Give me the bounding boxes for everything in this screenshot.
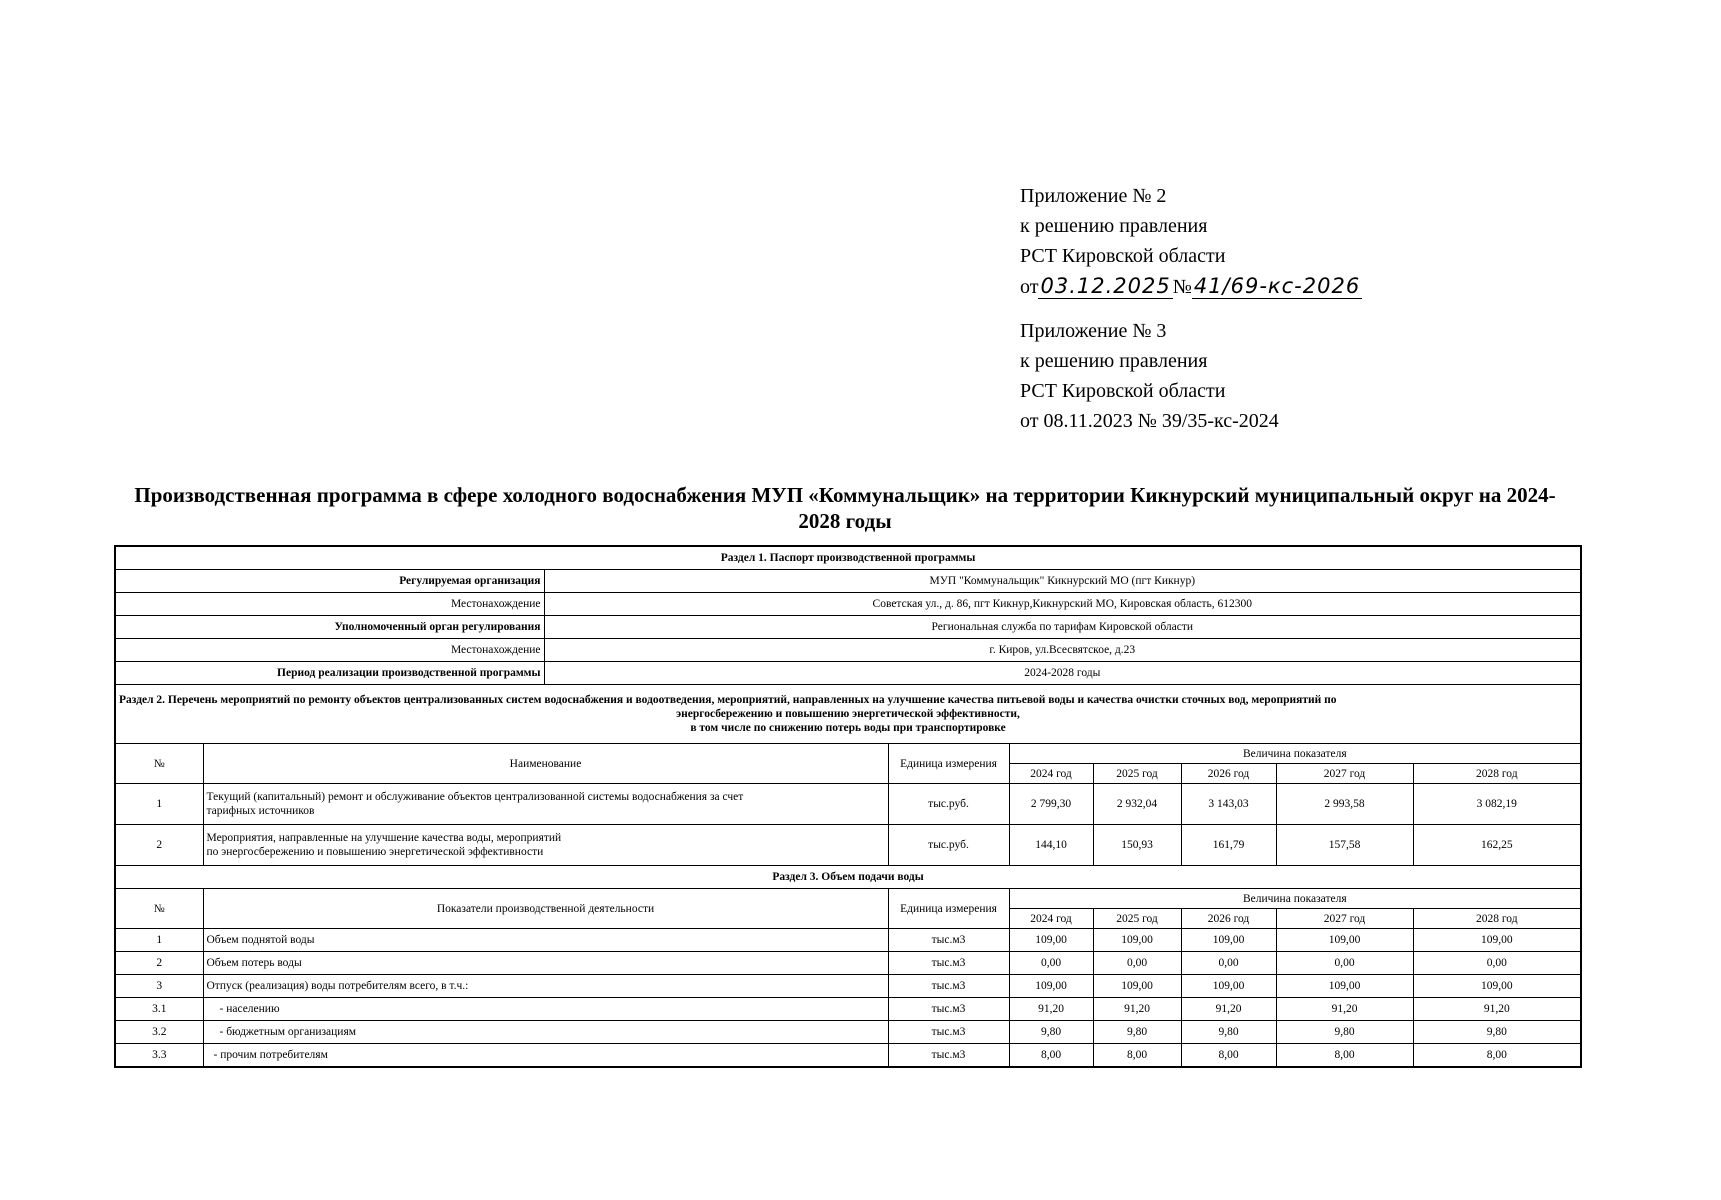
row-value: 9,80: [1276, 1021, 1413, 1044]
passport-value: Региональная служба по тарифам Кировской области: [544, 616, 1581, 639]
from-prefix: от: [1020, 276, 1039, 298]
row-num: 3: [115, 975, 203, 998]
production-program-table: [114, 545, 1582, 1068]
row-value: 91,20: [1181, 998, 1276, 1021]
row-value: 91,20: [1413, 998, 1581, 1021]
col-header-unit: Единица измерения: [888, 889, 1009, 929]
row-unit: тыс.м3: [888, 952, 1009, 975]
col-header-num: №: [115, 889, 203, 929]
row-value: 0,00: [1413, 952, 1581, 975]
row-value: 9,80: [1413, 1021, 1581, 1044]
annex-2-line3: РСТ Кировской области: [1020, 245, 1226, 267]
table-row: [115, 825, 1581, 866]
row-value: 3 143,03: [1181, 784, 1276, 825]
row-name-line2: по энергосбережению и повышению энергетической эффективности: [206, 846, 544, 858]
handwritten-date: 03.12.2025: [1040, 274, 1171, 298]
row-value: 91,20: [1009, 998, 1093, 1021]
passport-row: [115, 593, 1581, 616]
row-value: 109,00: [1093, 929, 1181, 952]
row-value: 109,00: [1181, 929, 1276, 952]
annex-3-line4: от 08.11.2023 № 39/35-кс-2024: [1020, 410, 1279, 432]
col-header-name: Наименование: [203, 744, 888, 784]
col-header-unit: Единица измерения: [888, 744, 1009, 784]
row-num: 2: [115, 952, 203, 975]
row-value: 109,00: [1276, 929, 1413, 952]
row-unit: тыс.м3: [888, 1021, 1009, 1044]
row-value: 2 932,04: [1093, 784, 1181, 825]
table-row: [115, 1021, 1581, 1044]
col-header-year: 2025 год: [1093, 909, 1181, 929]
row-name: [203, 784, 888, 825]
row-unit: тыс.м3: [888, 929, 1009, 952]
col-header-year: 2026 год: [1181, 909, 1276, 929]
row-value: 0,00: [1093, 952, 1181, 975]
row-num: 3.1: [115, 998, 203, 1021]
passport-label: Местонахождение: [115, 639, 544, 662]
document-title-line2: 2028 годы: [798, 509, 892, 533]
row-value: 109,00: [1276, 975, 1413, 998]
annex-3-title: Приложение № 3: [1020, 320, 1167, 342]
annex-3-line3: РСТ Кировской области: [1020, 380, 1226, 402]
row-name: Отпуск (реализация) воды потребителям всего, в т.ч.:: [203, 975, 888, 998]
row-value: 2 799,30: [1009, 784, 1093, 825]
row-value: 91,20: [1093, 998, 1181, 1021]
document-title: [100, 482, 1590, 534]
passport-row: [115, 570, 1581, 593]
section2-heading-line2: энергосбережению и повышению энергетической эффективности,: [676, 708, 1020, 720]
row-name: Объем поднятой воды: [203, 929, 888, 952]
row-value: 8,00: [1093, 1044, 1181, 1068]
row-name-line2: тарифных источников: [206, 805, 315, 817]
col-header-year: 2028 год: [1413, 909, 1581, 929]
document-title-line1: Производственная программа в сфере холодного водоснабжения МУП «Коммунальщик» на территории Кикнурский муниципальный округ на 2024-: [134, 483, 1556, 507]
section3-heading: Раздел 3. Объем подачи воды: [115, 866, 1581, 889]
row-unit: тыс.руб.: [888, 784, 1009, 825]
row-value: 109,00: [1181, 975, 1276, 998]
col-header-value: Величина показателя: [1009, 744, 1581, 764]
annex-3-block: [1020, 316, 1279, 436]
table-row: [115, 929, 1581, 952]
table-row: [115, 975, 1581, 998]
passport-label: Период реализации производственной программы: [115, 662, 544, 685]
annex-3-line2: к решению правления: [1020, 350, 1208, 372]
col-header-num: №: [115, 744, 203, 784]
table-row: [115, 1044, 1581, 1068]
passport-value: Советская ул., д. 86, пгт Кикнур,Кикнурский МО, Кировская область, 612300: [544, 593, 1581, 616]
annex-2-line2: к решению правления: [1020, 215, 1208, 237]
row-value: 3 082,19: [1413, 784, 1581, 825]
row-value: 109,00: [1093, 975, 1181, 998]
table-row: [115, 952, 1581, 975]
row-num: 2: [115, 825, 203, 866]
row-unit: тыс.руб.: [888, 825, 1009, 866]
row-name: - бюджетным организациям: [203, 1021, 888, 1044]
row-unit: тыс.м3: [888, 975, 1009, 998]
row-name: Объем потерь воды: [203, 952, 888, 975]
row-name-line1: Мероприятия, направленные на улучшение качества воды, мероприятий: [206, 832, 562, 844]
row-name-line1: Текущий (капитальный) ремонт и обслуживание объектов централизованной системы водоснабжения за счет: [206, 791, 744, 803]
row-unit: тыс.м3: [888, 998, 1009, 1021]
section1-heading: Раздел 1. Паспорт производственной программы: [115, 546, 1581, 570]
handwritten-number: 41/69-кс-2026: [1193, 274, 1361, 298]
row-value: 144,10: [1009, 825, 1093, 866]
row-value: 0,00: [1276, 952, 1413, 975]
col-header-year: 2026 год: [1181, 764, 1276, 784]
row-value: 109,00: [1413, 929, 1581, 952]
passport-value: г. Киров, ул.Всесвятское, д.23: [544, 639, 1581, 662]
col-header-name: Показатели производственной деятельности: [203, 889, 888, 929]
col-header-year: 2024 год: [1009, 909, 1093, 929]
passport-label: Уполномоченный орган регулирования: [115, 616, 544, 639]
row-num: 1: [115, 784, 203, 825]
row-value: 8,00: [1009, 1044, 1093, 1068]
col-header-year: 2025 год: [1093, 764, 1181, 784]
col-header-year: 2027 год: [1276, 909, 1413, 929]
col-header-year: 2024 год: [1009, 764, 1093, 784]
passport-value: 2024-2028 годы: [544, 662, 1581, 685]
row-name: [203, 825, 888, 866]
row-num: 3.2: [115, 1021, 203, 1044]
passport-row: [115, 639, 1581, 662]
row-unit: тыс.м3: [888, 1044, 1009, 1068]
table-row: [115, 784, 1581, 825]
row-value: 109,00: [1009, 975, 1093, 998]
annex-2-block: [1020, 181, 1362, 302]
row-value: 109,00: [1413, 975, 1581, 998]
passport-row: [115, 616, 1581, 639]
row-value: 9,80: [1093, 1021, 1181, 1044]
row-value: 157,58: [1276, 825, 1413, 866]
row-value: 8,00: [1276, 1044, 1413, 1068]
row-num: 3.3: [115, 1044, 203, 1068]
row-value: 9,80: [1181, 1021, 1276, 1044]
row-value: 9,80: [1009, 1021, 1093, 1044]
passport-label: Местонахождение: [115, 593, 544, 616]
row-value: 91,20: [1276, 998, 1413, 1021]
row-value: 161,79: [1181, 825, 1276, 866]
row-name: - населению: [203, 998, 888, 1021]
passport-row: [115, 662, 1581, 685]
row-name: - прочим потребителям: [203, 1044, 888, 1068]
row-value: 2 993,58: [1276, 784, 1413, 825]
row-value: 150,93: [1093, 825, 1181, 866]
row-value: 109,00: [1009, 929, 1093, 952]
row-value: 0,00: [1009, 952, 1093, 975]
row-value: 162,25: [1413, 825, 1581, 866]
section2-heading-line3: в том числе по снижению потерь воды при транспортировке: [690, 722, 1006, 734]
annex-2-decision-line: [1020, 271, 1362, 302]
col-header-value: Величина показателя: [1009, 889, 1581, 909]
col-header-year: 2028 год: [1413, 764, 1581, 784]
row-value: 8,00: [1413, 1044, 1581, 1068]
passport-label: Регулируемая организация: [115, 570, 544, 593]
col-header-year: 2027 год: [1276, 764, 1413, 784]
annex-2-title: Приложение № 2: [1020, 185, 1167, 207]
table-row: [115, 998, 1581, 1021]
row-value: 8,00: [1181, 1044, 1276, 1068]
passport-value: МУП "Коммунальщик" Кикнурский МО (пгт Кикнур): [544, 570, 1581, 593]
row-value: 0,00: [1181, 952, 1276, 975]
row-num: 1: [115, 929, 203, 952]
section2-heading: [115, 685, 1581, 744]
section2-heading-line1: Раздел 2. Перечень мероприятий по ремонту объектов централизованных систем водоснабжения и водоотведения, мероприятий, направленных на улучшение качества питьевой воды и качества очистки сточных вод, мероприятий по: [119, 694, 1337, 706]
number-prefix: №: [1172, 276, 1192, 298]
